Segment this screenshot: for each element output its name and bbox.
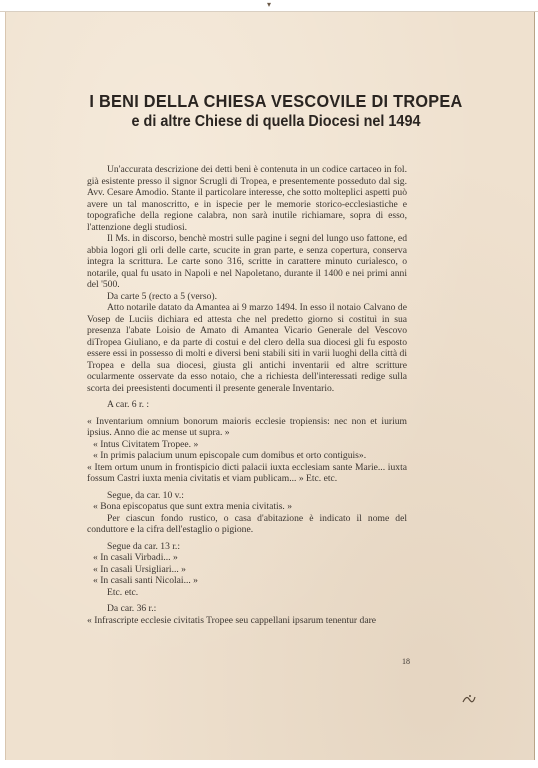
document-title: I BENI DELLA CHIESA VESCOVILE DI TROPEA xyxy=(89,91,463,111)
page-number: 18 xyxy=(402,657,410,666)
paragraph-intro: Un'accurata descrizione dei detti beni è contenuta in un codice cartaceo in fol. già esistente presso il signor Scrugli di Tropea, e presentemente posseduto dal sig. Avv. Cesare Amodio. Stante il particolare interesse, che sotto molteplici aspetti può avere un tal manoscritto, e in ispecie per le memorie storico-ecclesiastiche e topografiche della regione calabra, non sarà inutile richiamare, sopra di esso, l'attenzione degli studiosi. xyxy=(87,164,407,233)
quote-casali-ursigliari: « In casali Ursigliari... » xyxy=(93,563,186,575)
paragraph-fondo-rustico: Per ciascun fondo rustico, o casa d'abitazione è indicato il nome del conduttore e la cifra dell'estaglio o pigione. xyxy=(87,512,407,535)
ink-mark-icon xyxy=(461,692,477,706)
section-heading-car36: Da car. 36 r.: xyxy=(107,603,157,614)
paragraph-carte-reference: Da carte 5 (recto a 5 (verso). xyxy=(107,290,218,302)
quote-casali-nicolai: « In casali santi Nicolai... » xyxy=(93,575,198,586)
section-heading-car13: Segue da car. 13 r.: xyxy=(107,540,180,552)
document-page xyxy=(5,12,537,760)
scan-right-margin xyxy=(534,12,538,760)
quote-casali-virbadi: « In casali Virbadi... » xyxy=(93,552,178,563)
scan-bottom-margin xyxy=(0,760,538,768)
quote-palacium: « In primis palacium unum episcopale cum domibus et orto contiguis». xyxy=(93,450,367,461)
section-heading-car10: Segue, da car. 10 v.: xyxy=(107,489,184,501)
paragraph-manuscript: Il Ms. in discorso, benchè mostri sulle pagine i segni del lungo uso fattone, ed abbia logori gli orli delle carte, scucite in gran parte, e senza copertura, conserva integra la scrittura. Le carte sono 316, scritte in carattere minuto curialesco, o notarile, qual fu usato in Napoli e nel Napoletano, durante il 1400 e nei primi anni del '500. xyxy=(87,233,407,290)
etc-line: Etc. etc. xyxy=(107,586,139,598)
quote-ortum: « Item ortum unum in frontispicio dicti palacii iuxta ecclesiam sante Marie... iuxta fossum Castri iuxta menia civitatis et viam publicam... » Etc. etc. xyxy=(87,461,407,484)
quote-bona-episcopatus: « Bona episcopatus que sunt extra menia civitatis. » xyxy=(93,501,293,512)
document-subtitle: e di altre Chiese di quella Diocesi nel 1494 xyxy=(131,113,421,130)
section-heading-car6: A car. 6 r. : xyxy=(107,399,150,410)
document-body xyxy=(87,164,407,626)
binding-mark-icon: ▾ xyxy=(266,0,271,9)
quote-intus-civitatem: « Intus Civitatem Tropee. » xyxy=(93,438,199,450)
quote-inventarium: « Inventarium omnium bonorum maioris ecclesie tropiensis: nec non et iurium ipsius. Anno die ac mense ut supra. » xyxy=(87,415,407,438)
quote-infrascripte: « Infrascripte ecclesie civitatis Tropee seu cappellani ipsarum tenentur dare xyxy=(87,614,377,626)
paragraph-notarial-act: Atto notarile datato da Amantea ai 9 marzo 1494. In esso il notaio Calvano de Vosep de Luciis dichiara ed attesta che nel predetto giorno si costituì in sua presenza l'abate Loisio de Amato di Amantea Vicario Generale del Vescovo diTropea Giuliano, e da parte di costui e del clero della sua diocesi gli fu esposto essere essi in possesso di molti e diversi beni stabili siti in varii luoghi della città di Tropea e della sua diocesi, giusta gli antichi inventarii ed altre scritture ocularmente osservate da esso notaio, che a richiesta dell'interessati redige sulla scorta dei preesistenti documenti il presente generale Inventario. xyxy=(87,302,407,394)
